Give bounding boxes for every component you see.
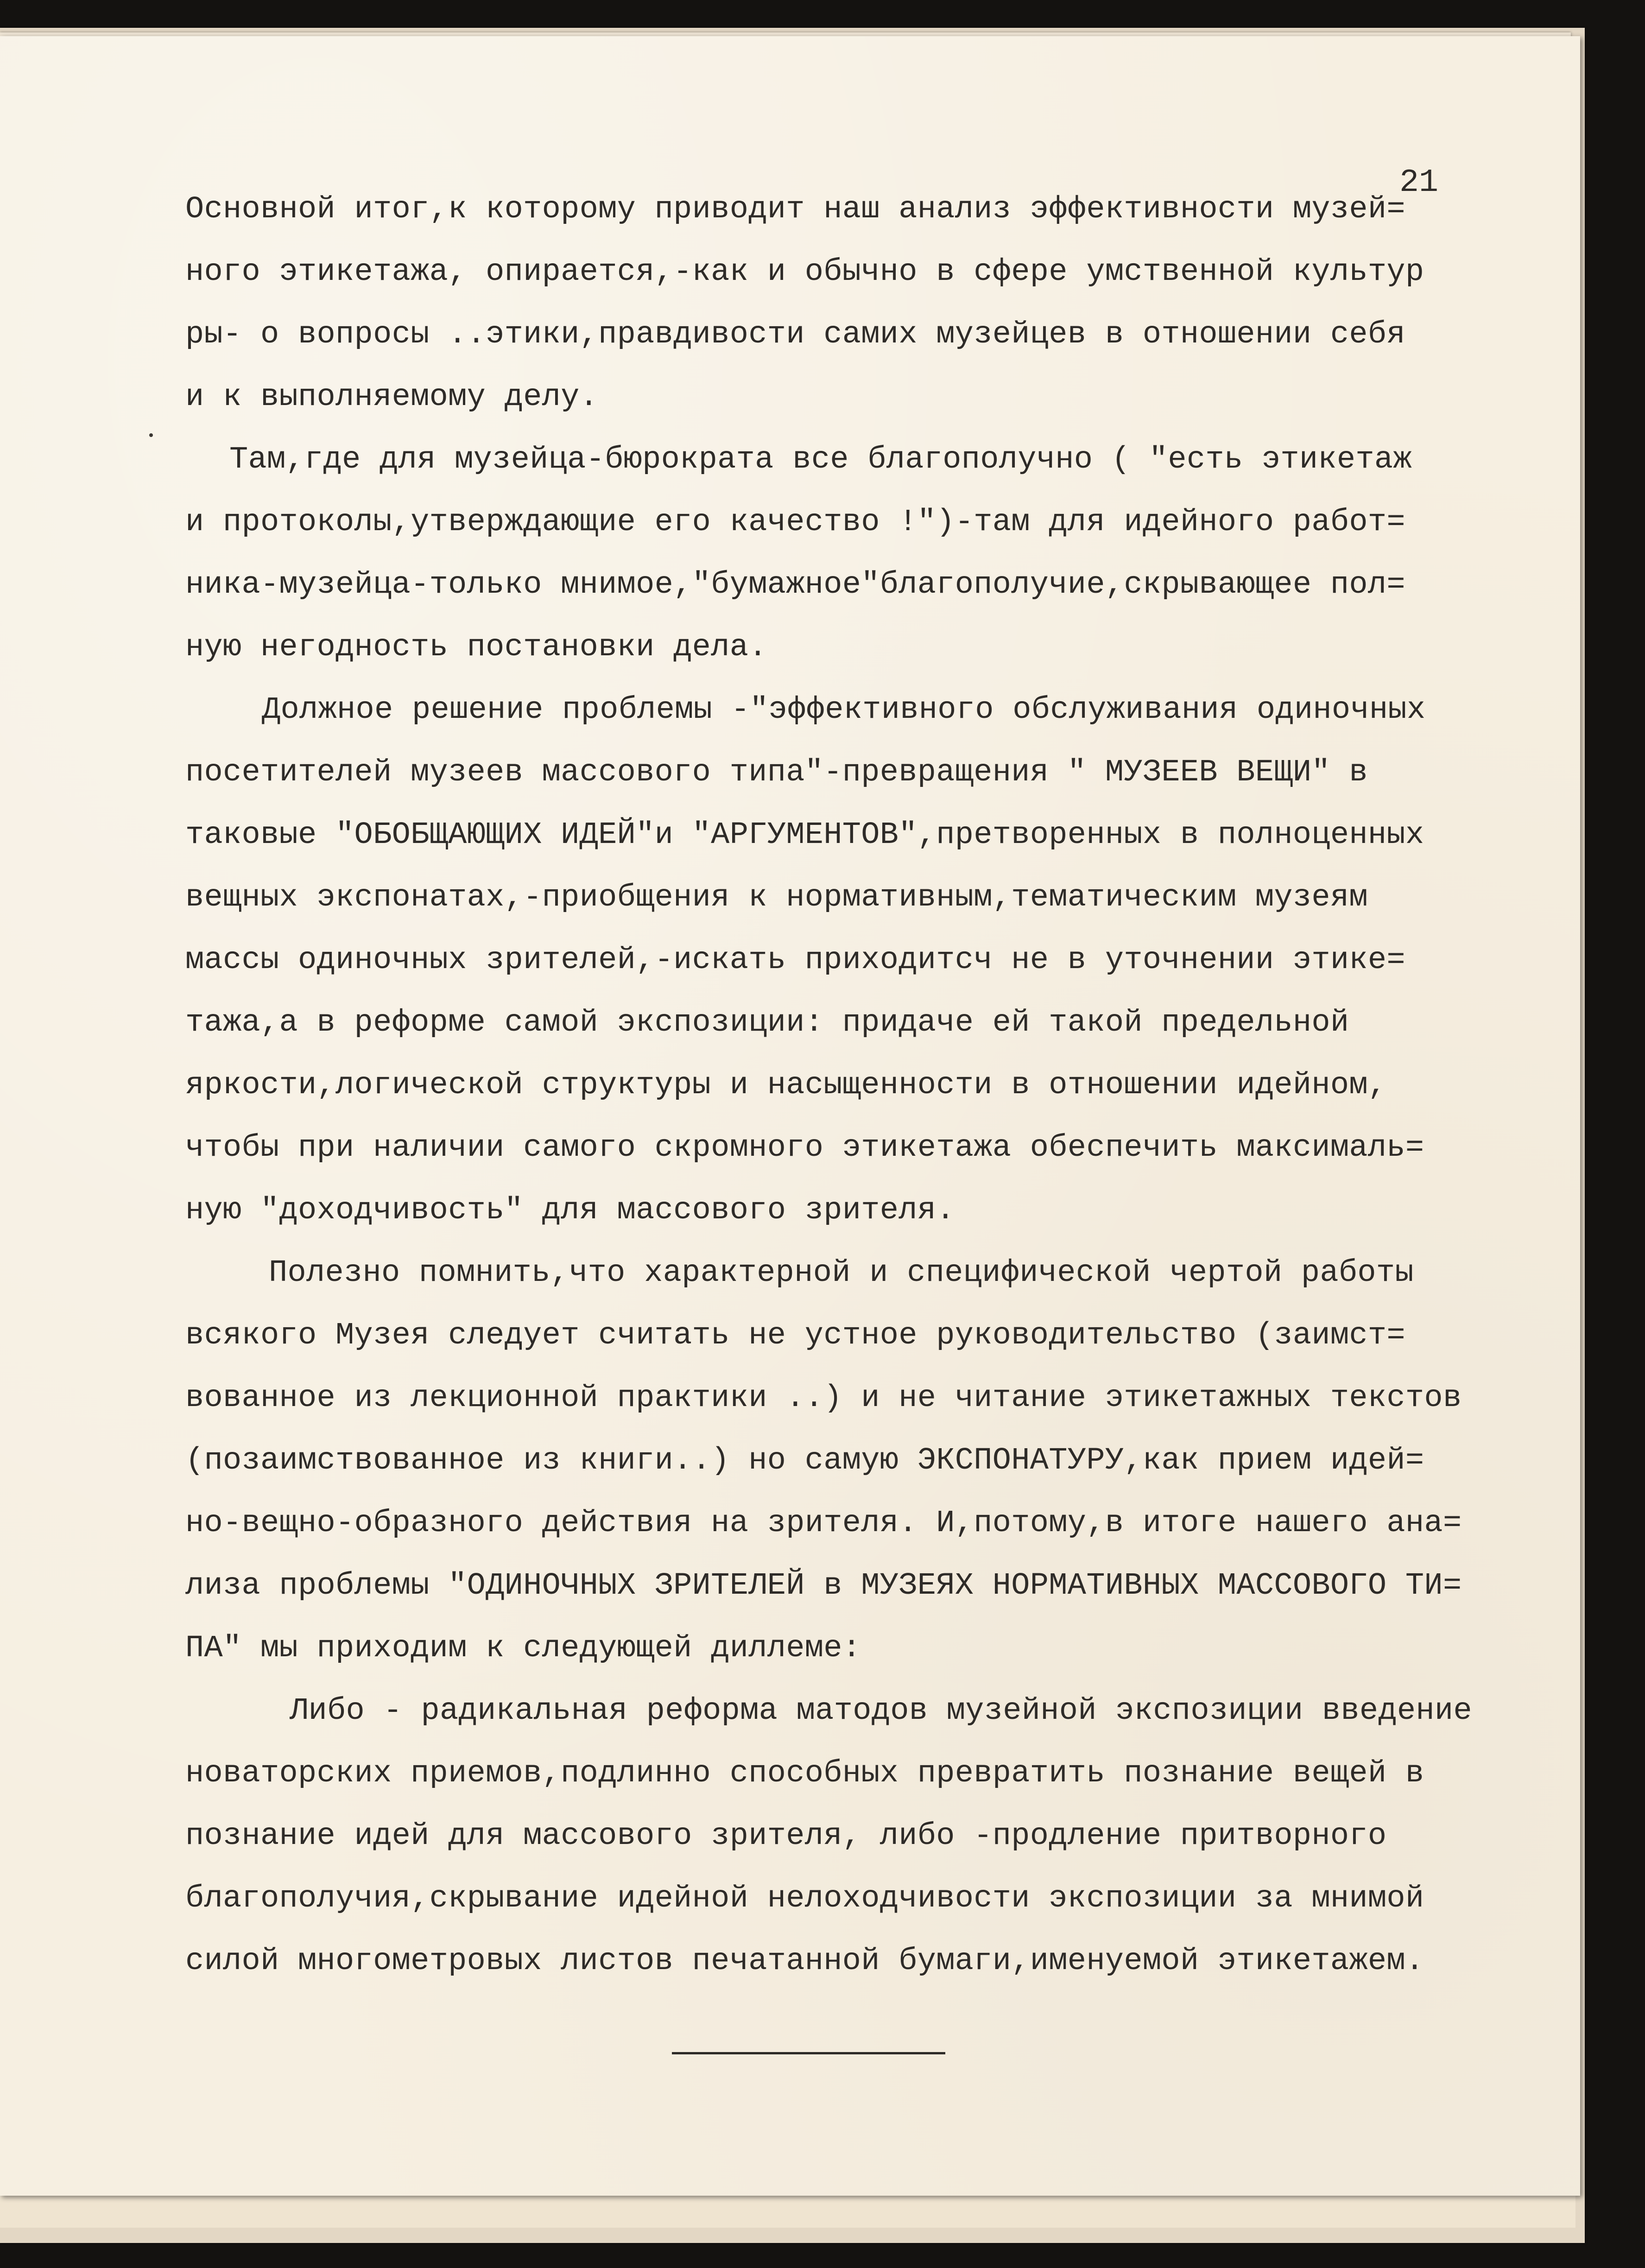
page-number: 21 [1399,165,1439,201]
text-line: яркости,логической структуры и насыщенности в отношении идейном, [185,1068,1387,1103]
ink-dot [149,433,153,437]
text-line: Полезно помнить,что характерной и специфической чертой работы [269,1255,1414,1291]
text-line: таковые "ОБОБЩАЮЩИХ ИДЕЙ"и "АРГУМЕНТОВ",претворенных в полноценных [185,817,1424,853]
text-line: ПА" мы приходим к следующей диллеме: [185,1631,861,1666]
paragraph-1 [185,178,1557,429]
text-line: ника-музейца-только мнимое,"бумажное"благополучие,скрывающее пол= [185,567,1405,602]
text-line: познание идей для массового зрителя, либо -продление притворного [185,1818,1387,1854]
text-line: но-вещно-образного действия на зрителя. И,потому,в итоге нашего ана= [185,1506,1462,1541]
text-line: лиза проблемы "ОДИНОЧНЫХ ЗРИТЕЛЕЙ в МУЗЕЯХ НОРМАТИВНЫХ МАССОВОГО ТИ= [185,1568,1462,1603]
text-line: тажа,а в реформе самой экспозиции: придаче ей такой предельной [185,1005,1349,1040]
page-stack-edge [0,2194,1575,2228]
text-line: вованное из лекционной практики ..) и не читание этикетажных текстов [185,1381,1462,1416]
text-line: новаторских приемов,подлинно способных превратить познание вещей в [185,1756,1424,1791]
document-body [185,178,1557,1993]
text-line: всякого Музея следует считать не устное руководительство (заимст= [185,1318,1405,1353]
text-line: посетителей музеев массового типа"-превращения " МУЗЕЕВ ВЕЩИ" в [185,755,1368,790]
text-line: вещных экспонатах,-приобщения к нормативным,тематическим музеям [185,880,1368,915]
paragraph-4 [185,1242,1557,1680]
text-line: ную "доходчивость" для массового зрителя. [185,1193,955,1228]
paragraph-3 [185,679,1557,1242]
closing-rule [672,2052,945,2054]
text-line: ры- о вопросы ..этики,правдивости самих музейцев в отношении себя [185,317,1405,352]
text-line: массы одиночных зрителей,-искать приходитсч не в уточнении этике= [185,943,1405,978]
text-line: (позаимствованное из книги..) но самую ЭКСПОНАТУРУ,как прием идей= [185,1443,1424,1478]
text-line: ного этикетажа, опирается,-как и обычно в сфере умственной культур [185,254,1424,290]
text-line: и протоколы,утверждающие его качество !")-там для идейного работ= [185,505,1405,540]
text-line: Либо - радикальная реформа матодов музейной экспозиции введение [290,1693,1472,1729]
text-line: Там,где для музейца-бюрократа все благополучно ( "есть этикетаж [229,442,1412,477]
paragraph-2 [185,429,1557,679]
text-line: Должное решение проблемы -"эффективного обслуживания одиночных [262,692,1426,728]
text-line: благополучия,скрывание идейной нелоходчивости экспозиции за мнимой [185,1881,1424,1916]
text-line: и к выполняемому делу. [185,380,599,415]
text-line: Основной итог,к которому приводит наш анализ эффективности музей= [185,192,1405,227]
text-line: силой многометровых листов печатанной бумаги,именуемой этикетажем. [185,1944,1424,1979]
text-line: ную негодность постановки дела. [185,630,767,665]
text-line: чтобы при наличии самого скромного этикетажа обеспечить максималь= [185,1130,1424,1166]
paragraph-5 [185,1680,1557,1993]
